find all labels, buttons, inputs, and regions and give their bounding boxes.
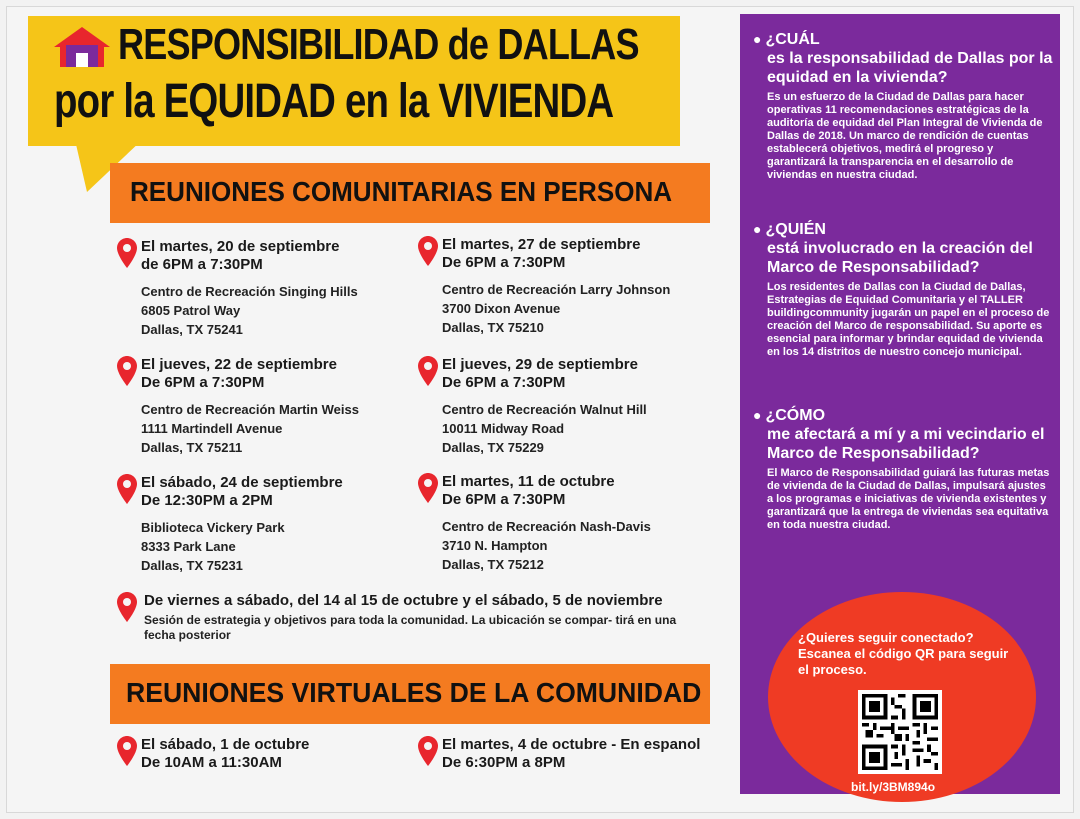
meeting-date: El martes, 20 de septiembre [141,238,340,255]
page-title-line2: por la EQUIDAD en la VIVIENDA [54,75,614,128]
meeting-time: De 6PM a 7:30PM [442,491,566,508]
question-how [753,406,1053,532]
meeting-place: Centro de Recreación Martin Weiss [141,402,359,417]
meeting-place: Biblioteca Vickery Park [141,520,285,535]
house-icon [52,25,112,69]
meeting-time: De 6PM a 7:30PM [442,374,566,391]
location-pin-icon [418,236,438,266]
in-person-banner [110,163,710,223]
location-pin-icon [117,736,137,766]
meeting-place: Centro de Recreación Walnut Hill [442,402,647,417]
meeting-place: Centro de Recreación Nash-Davis [442,519,651,534]
meeting-date: El martes, 27 de septiembre [442,236,641,253]
question-subheading: está involucrado en la creación del Marco de Responsabilidad? [767,240,1033,276]
meeting-street: 1111 Martindell Avenue [141,421,283,436]
question-who [753,220,1053,359]
location-pin-icon [117,238,137,268]
meeting-date: El martes, 11 de octubre [442,473,615,490]
question-subheading: me afectará a mí y a mi vecindario el Marco de Responsabilidad? [767,426,1045,462]
question-body: Los residentes de Dallas con la Ciudad de Dallas, Estrategias de Equidad Comunitaria y el TALLER buildingcommunity jugarán un papel en el proceso de creación del Marco de responsabilidad. Su aporte es esencial para informar y brindar equidad de vivienda en los 14 distritos de nuestro concejo municipal. [767,281,1050,358]
location-pin-icon [418,356,438,386]
meeting-city: Dallas, TX 75241 [141,322,243,337]
meeting-time: De 12:30PM a 2PM [141,492,273,509]
meeting-place: Centro de Recreación Larry Johnson [442,282,671,297]
meeting-date: El jueves, 22 de septiembre [141,356,337,373]
virtual-banner [110,664,710,724]
location-pin-icon [117,474,137,504]
strategy-session-description: Sesión de estrategia y objetivos para toda la comunidad. La ubicación se compar- tirá en una fecha posterior [144,613,677,642]
question-heading: ¿CUÁL [765,31,820,48]
meeting-city: Dallas, TX 75211 [141,440,243,455]
meeting-time: De 6PM a 7:30PM [141,374,265,391]
question-what [753,30,1053,182]
virtual-banner-label: REUNIONES VIRTUALES DE LA COMUNIDAD [126,677,702,708]
question-body: El Marco de Responsabilidad guiará las futuras metas de vivienda de la Ciudad de Dallas, impulsará ajustes a los programas e iniciativas de vivienda existentes y garantizará que la entrega de viviendas sea equitativa en toda nuestra ciudad. [767,467,1050,531]
meeting-date: El sábado, 24 de septiembre [141,474,343,491]
location-pin-icon [117,356,137,386]
qr-callout-text: ¿Quieres seguir conectado? Escanea el código QR para seguir el proceso. [798,630,1009,677]
meeting-street: 3710 N. Hampton [442,538,548,553]
meeting-date: El jueves, 29 de septiembre [442,356,638,373]
meeting-street: 3700 Dixon Avenue [442,301,561,316]
qr-short-link[interactable]: bit.ly/3BM894o [851,780,936,794]
meeting-street: 8333 Park Lane [141,539,236,554]
qr-code-icon[interactable] [858,690,942,774]
meeting-city: Dallas, TX 75231 [141,558,243,573]
bullet-icon: ● [753,31,762,47]
bullet-icon: ● [753,407,762,423]
location-pin-icon [418,736,438,766]
meeting-street: 6805 Patrol Way [141,303,241,318]
meeting-city: Dallas, TX 75229 [442,440,544,455]
strategy-session-dates: De viernes a sábado, del 14 al 15 de octubre y el sábado, 5 de noviembre [144,592,663,609]
meeting-place: Centro de Recreación Singing Hills [141,284,358,299]
question-heading: ¿QUIÉN [765,221,826,238]
meeting-date: El martes, 4 de octubre - En espanol [442,736,701,753]
meeting-time: De 6:30PM a 8PM [442,754,566,771]
location-pin-icon [117,592,137,622]
meeting-street: 10011 Midway Road [442,421,565,436]
question-subheading: es la responsabilidad de Dallas por la equidad en la vivienda? [767,50,1053,86]
question-body: Es un esfuerzo de la Ciudad de Dallas para hacer operativas 11 recomendaciones estratégicas de la auditoría de equidad del Plan Integral de Vivienda de Dallas de 2018. Un marco de rendición de cuentas establecerá objetivos, medirá el progreso y garantizará la transparencia en el desarrollo de viviendas en nuestra ciudad. [767,91,1043,181]
meeting-time: De 6PM a 7:30PM [442,254,566,271]
question-heading: ¿CÓMO [765,407,826,424]
bullet-icon: ● [753,221,762,237]
page-title-line1: RESPONSIBILIDAD de DALLAS [118,20,639,69]
meeting-time: De 10AM a 11:30AM [141,754,282,771]
meeting-city: Dallas, TX 75210 [442,320,544,335]
meeting-date: El sábado, 1 de octubre [141,736,310,753]
meeting-time: de 6PM a 7:30PM [141,256,263,273]
location-pin-icon [418,473,438,503]
meeting-city: Dallas, TX 75212 [442,557,544,572]
in-person-banner-label: REUNIONES COMUNITARIAS EN PERSONA [130,176,673,207]
